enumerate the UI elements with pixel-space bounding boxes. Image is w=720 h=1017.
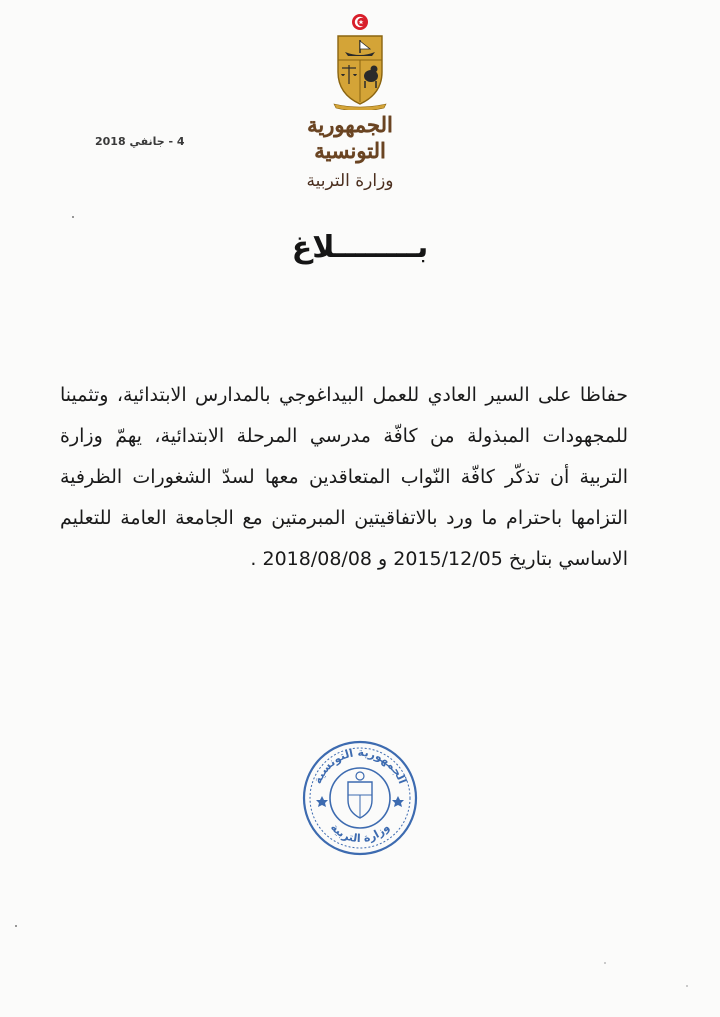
coat-of-arms-emblem [330, 10, 390, 110]
ministry-name: وزارة التربية [306, 171, 394, 191]
communique-title: بــــــــلاغ [291, 230, 429, 265]
paper-speck [604, 962, 606, 964]
republic-name: الجمهورية التونسية [307, 112, 393, 163]
paper-speck [15, 925, 17, 927]
stamp-inner-text: وزارة التربية [327, 820, 393, 846]
communique-body: حفاظا على السير العادي للعمل البيداغوجي بالمدارس الابتدائية، وتثمينا للمجهودات المبذولة من كافّة مدرسي المرحلة الابتدائية، يهمّ وزارة التربية أن تذكّر كافّة النّواب المتعاقدين معها لسدّ الشغورات الظرفية التزامها باحترام ما ورد بالاتفاقيتين المبرمتين مع الجامعة العامة للتعليم الاساسي بتاريخ 2015/12/05 و 2018/08/08 . [60, 384, 628, 570]
stamp-outer-text: الجمهورية التونسية [310, 745, 410, 786]
paper-speck [72, 216, 74, 218]
paper-speck [686, 985, 688, 987]
document-date: 4 - جانفي 2018 [95, 135, 185, 148]
svg-text:وزارة التربية [328, 821, 392, 845]
official-stamp [300, 738, 420, 858]
letterhead [270, 112, 430, 192]
